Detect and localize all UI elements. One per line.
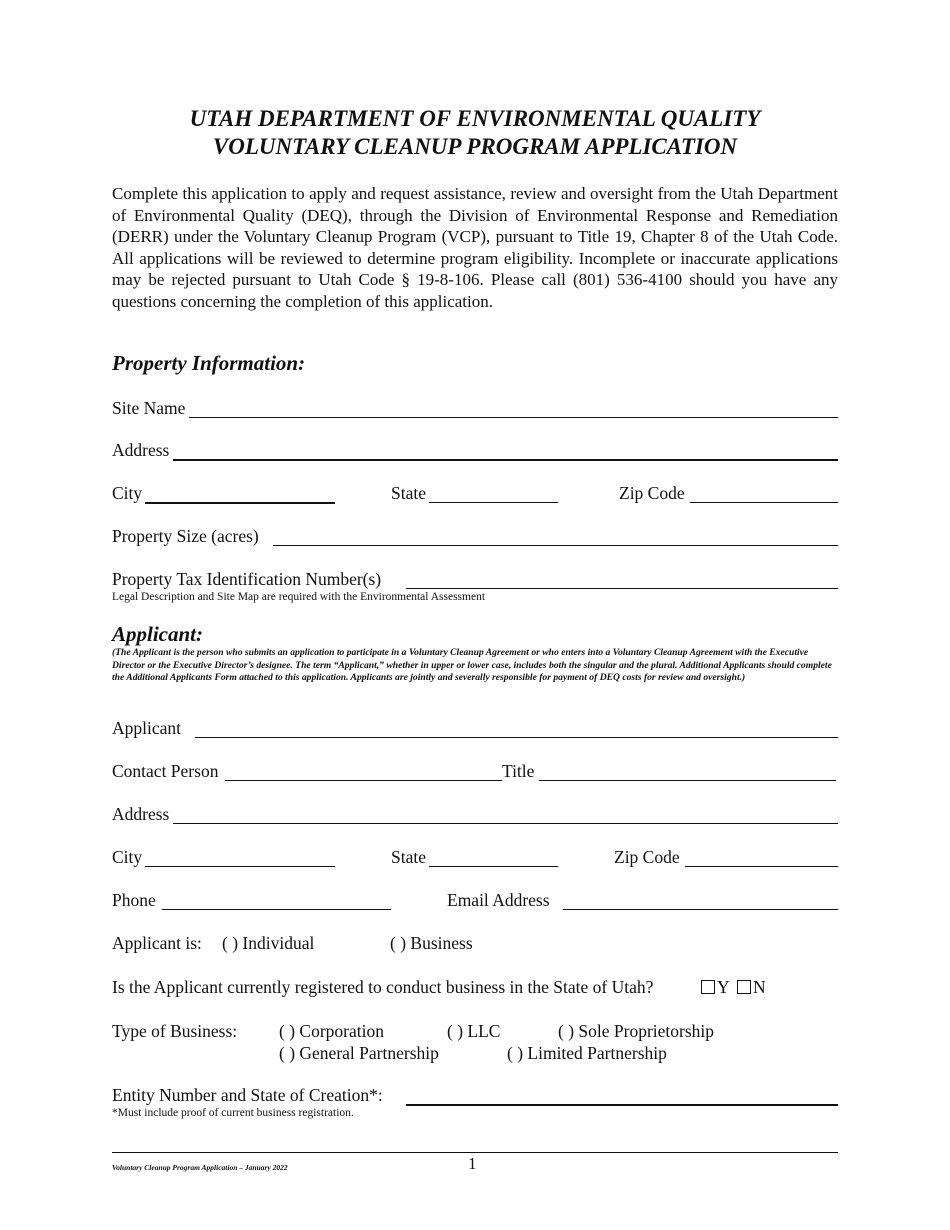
property-city-row <box>112 483 838 507</box>
applicant-city-row <box>112 847 838 871</box>
llc-radio[interactable]: ( ) LLC <box>447 1021 501 1041</box>
entity-field[interactable] <box>406 1104 838 1106</box>
site-name-row <box>112 398 838 422</box>
tax-id-note: Legal Description and Site Map are required with the Environmental Assessment <box>112 591 486 603</box>
applicant-city-label: City <box>112 847 143 867</box>
footer-rule <box>112 1152 838 1153</box>
registered-yes-checkbox[interactable] <box>701 977 730 998</box>
entity-note: *Must include proof of current business registration. <box>112 1107 354 1119</box>
property-heading: Property Information: <box>112 351 306 375</box>
phone-email-row <box>112 890 838 914</box>
registered-question: Is the Applicant currently registered to conduct business in the State of Utah? <box>112 977 654 997</box>
contact-title-label: Title <box>502 761 535 781</box>
property-state-field[interactable] <box>429 502 558 503</box>
property-zip-field[interactable] <box>690 502 838 503</box>
property-address-label: Address <box>112 440 170 460</box>
email-field[interactable] <box>563 909 838 910</box>
checkbox-icon <box>701 980 715 994</box>
contact-person-field[interactable] <box>225 780 502 781</box>
phone-field[interactable] <box>162 909 391 910</box>
page-number: 1 <box>468 1154 477 1173</box>
applicant-label: Applicant <box>112 718 182 738</box>
property-size-field[interactable] <box>273 545 838 546</box>
registered-row <box>112 977 838 1001</box>
applicant-state-field[interactable] <box>429 866 558 867</box>
applicant-address-row <box>112 804 838 828</box>
applicant-description: (The Applicant is the person who submits an application to participate in a Voluntary Cleanup Agreement or who enters into a Voluntary Cleanup Agreement with the Executive Director or the Executive Director’s designee. The term “Applicant,” whether in upper or lower case, includes both the singular and the plural. Additional Applicants should complete the Additional Applicants Form attached to this application. Applicants are jointly and severally responsible for payment of DEQ costs for review and oversight.) <box>112 647 832 683</box>
footer-doc-name: Voluntary Cleanup Program Application – January 2022 <box>112 1163 288 1172</box>
no-label: N <box>753 977 766 997</box>
property-city-label: City <box>112 483 143 503</box>
application-page <box>112 0 838 1230</box>
tax-id-label: Property Tax Identification Number(s) <box>112 569 382 589</box>
site-name-label: Site Name <box>112 398 186 418</box>
applicant-address-label: Address <box>112 804 170 824</box>
sole-proprietorship-radio[interactable]: ( ) Sole Proprietorship <box>558 1021 715 1041</box>
tax-id-row <box>112 569 838 593</box>
property-address-field[interactable] <box>173 459 838 461</box>
applicant-city-field[interactable] <box>145 866 335 867</box>
property-size-row <box>112 526 838 550</box>
property-state-label: State <box>391 483 426 503</box>
contact-title-field[interactable] <box>539 780 836 781</box>
general-partnership-radio[interactable]: ( ) General Partnership <box>279 1043 439 1063</box>
property-size-label: Property Size (acres) <box>112 526 259 546</box>
registered-no-checkbox[interactable] <box>737 977 766 998</box>
applicant-is-row <box>112 933 838 957</box>
property-address-row <box>112 440 838 464</box>
site-name-field[interactable] <box>189 417 838 418</box>
contact-person-label: Contact Person <box>112 761 219 781</box>
applicant-zip-field[interactable] <box>685 866 838 867</box>
applicant-state-label: State <box>391 847 426 867</box>
title-line-2: VOLUNTARY CLEANUP PROGRAM APPLICATION <box>212 134 738 159</box>
applicant-address-field[interactable] <box>173 823 838 824</box>
checkbox-icon <box>737 980 751 994</box>
limited-partnership-radio[interactable]: ( ) Limited Partnership <box>507 1043 667 1063</box>
property-city-field[interactable] <box>145 502 335 504</box>
applicant-is-label: Applicant is: <box>112 933 202 953</box>
applicant-field[interactable] <box>195 737 838 738</box>
applicant-heading: Applicant: <box>112 622 204 646</box>
entity-label: Entity Number and State of Creation*: <box>112 1085 383 1105</box>
individual-radio[interactable]: ( ) Individual <box>222 933 315 953</box>
property-zip-label: Zip Code <box>619 483 685 503</box>
applicant-row <box>112 718 838 742</box>
title-line-1: UTAH DEPARTMENT OF ENVIRONMENTAL QUALITY <box>189 106 761 131</box>
email-label: Email Address <box>447 890 550 910</box>
tax-id-field[interactable] <box>406 588 838 589</box>
business-radio[interactable]: ( ) Business <box>390 933 473 953</box>
corporation-radio[interactable]: ( ) Corporation <box>279 1021 384 1041</box>
entity-row <box>112 1085 838 1109</box>
business-type-row-1 <box>112 1021 838 1045</box>
phone-label: Phone <box>112 890 156 910</box>
business-type-row-2 <box>112 1043 838 1067</box>
yes-label: Y <box>717 977 730 997</box>
contact-row <box>112 761 838 785</box>
applicant-zip-label: Zip Code <box>614 847 680 867</box>
business-type-label: Type of Business: <box>112 1021 238 1041</box>
intro-paragraph: Complete this application to apply and request assistance, review and oversight from the Utah Department of Environmental Quality (DEQ), through the Division of Environmental Response and Remediation (DERR) under the Voluntary Cleanup Program (VCP), pursuant to Title 19, Chapter 8 of the Utah Code. All applications will be reviewed to determine program eligibility. Incomplete or inaccurate applications may be rejected pursuant to Utah Code § 19-8-106. Please call (801) 536-4100 should you have any questions concerning the completion of this application. <box>112 184 838 311</box>
